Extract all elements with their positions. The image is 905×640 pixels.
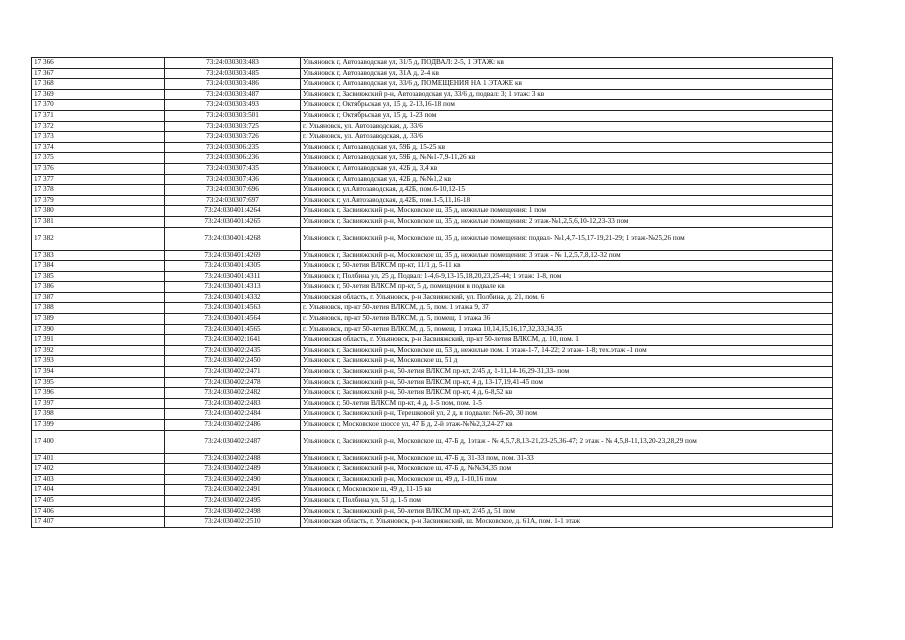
address: г. Ульяновск, ул. Автозаводская, д. 33/6: [301, 121, 833, 132]
address: Ульяновск г, Засвияжский р-н, Московское ш, 47-Б д, 1этаж - № 4,5,7,8,13-21,23-25,36-47; 2 этаж - № 4,5,8-11,13,20-23,28,29 пом: [301, 430, 833, 453]
cadastral-number: 73:24:030402:2471: [165, 367, 301, 378]
address: Ульяновск г, Засвияжский р-н, Московское ш, 35 д, нежилые помещения: подвал- №1,4,7-15,17-19,21-29; 1 этаж-№25,26 пом: [301, 227, 833, 250]
address: Ульяновск г, Засвияжский р-н, Московское ш, 51 д: [301, 356, 833, 367]
row-number: 17 406: [32, 506, 165, 517]
cadastral-number: 73:24:030402:2483: [165, 398, 301, 409]
row-number: 17 405: [32, 495, 165, 506]
address: Ульяновск г, Засвияжский р-н, 50-летия ВЛКСМ пр-кт, 4 д, 6-8,52 кв: [301, 388, 833, 399]
address: Ульяновск г, Засвияжский р-н, Московское ш, 35 д, нежилые помещения: 3 этаж - № 1,2,5,7,8,12-32 пом: [301, 250, 833, 261]
address: Ульяновская область, г. Ульяновск, р-н Засвияжский, ш. Московское, д. 61А, пом. 1-1 этаж: [301, 517, 833, 528]
row-number: 17 396: [32, 388, 165, 399]
table-row: [32, 292, 833, 303]
address: г. Ульяновск, пр-кт 50-летия ВЛКСМ, д. 5, помещ. 1 этажа 10,14,15,16,17,32,33,34,35: [301, 324, 833, 335]
cadastral-number: 73:24:030402:2498: [165, 506, 301, 517]
margin-scan-mark: [865, 263, 875, 315]
table-row: [32, 68, 833, 79]
cadastral-number: 73:24:030303:501: [165, 110, 301, 121]
row-number: 17 402: [32, 464, 165, 475]
address: Ульяновск г, Засвияжский р-н, Автозаводская ул, 33/6 д, подвал: 3; 1 этаж: 3 кв: [301, 89, 833, 100]
row-number: 17 404: [32, 485, 165, 496]
row-number: 17 385: [32, 271, 165, 282]
table-row: [32, 506, 833, 517]
address: Ульяновск г, Московское ш, 49 д, 11-15 кв: [301, 485, 833, 496]
table-row: [32, 271, 833, 282]
cadastral-number: 73:24:030307:697: [165, 195, 301, 206]
table-row: [32, 110, 833, 121]
row-number: 17 374: [32, 142, 165, 153]
cadastral-number: 73:24:030402:2435: [165, 345, 301, 356]
address: Ульяновск г, ул.Автозаводская, д.42Б, пом.6-10,12-15: [301, 185, 833, 196]
address: Ульяновск г, Засвияжский р-н, Московское ш, 47-Б д, №№34,35 пом: [301, 464, 833, 475]
address: Ульяновск г, Автозаводская ул, 59Б д, №№1-7,9-11,26 кв: [301, 153, 833, 164]
cadastral-number: 73:24:030401:4268: [165, 227, 301, 250]
table-row: [32, 367, 833, 378]
row-number: 17 377: [32, 174, 165, 185]
row-number: 17 369: [32, 89, 165, 100]
cadastral-number: 73:24:030402:2484: [165, 409, 301, 420]
row-number: 17 391: [32, 335, 165, 346]
table-row: [32, 89, 833, 100]
address: Ульяновск г, Засвияжский р-н, Московское ш, 53 д, нежилые пом. 1 этаж-1-7, 14-22; 2 этаж- 1-8; тех.этаж -1 пом: [301, 345, 833, 356]
address: Ульяновск г, Засвияжский р-н, Терешковой ул, 2 д, в подвале: №6-20, 30 пом: [301, 409, 833, 420]
cadastral-number: 73:24:030401:4311: [165, 271, 301, 282]
table-row: [32, 121, 833, 132]
row-number: 17 384: [32, 261, 165, 272]
cadastral-number: 73:24:030401:4564: [165, 314, 301, 325]
table-row: [32, 79, 833, 90]
row-number: 17 380: [32, 206, 165, 217]
cadastral-number: 73:24:030303:486: [165, 79, 301, 90]
row-number: 17 386: [32, 282, 165, 293]
table-row: [32, 216, 833, 227]
table-row: [32, 464, 833, 475]
row-number: 17 373: [32, 132, 165, 143]
cadastral-number: 73:24:030401:4565: [165, 324, 301, 335]
table-row: [32, 377, 833, 388]
cadastral-number: 73:24:030401:4332: [165, 292, 301, 303]
row-number: 17 368: [32, 79, 165, 90]
row-number: 17 407: [32, 517, 165, 528]
row-number: 17 390: [32, 324, 165, 335]
address: г. Ульяновск, пр-кт 50-летия ВЛКСМ, д. 5, пом. 1 этажа 9, 37: [301, 303, 833, 314]
address: Ульяновск г, Полбина ул, 51 д, 1-5 пом: [301, 495, 833, 506]
row-number: 17 378: [32, 185, 165, 196]
table-row: [32, 100, 833, 111]
table-row: [32, 303, 833, 314]
row-number: 17 370: [32, 100, 165, 111]
table-row: [32, 314, 833, 325]
address: Ульяновск г, Московское шоссе ул, 47 Б д, 2-й этаж-№№2,3,24-27 кв: [301, 420, 833, 431]
cadastral-number: 73:24:030402:2510: [165, 517, 301, 528]
address: Ульяновская область, г. Ульяновск, р-н Засвияжский, пр-кт 50-летия ВЛКСМ, д. 10, пом. 1: [301, 335, 833, 346]
address: Ульяновск г, Автозаводская ул, 42Б д, 3,4 кв: [301, 163, 833, 174]
cadastral-number: 73:24:030303:493: [165, 100, 301, 111]
cadastral-number: 73:24:030303:487: [165, 89, 301, 100]
address: Ульяновск г, Автозаводская ул, 31/5 д, ПОДВАЛ: 2-5, 1 ЭТАЖ: кв: [301, 58, 833, 69]
table-row: [32, 58, 833, 69]
address: Ульяновск г, Засвияжский р-н, 50-летия ВЛКСМ пр-кт, 2/45 д, 1-11,14-16,29-31,33- пом: [301, 367, 833, 378]
cadastral-number: 73:24:030402:2487: [165, 430, 301, 453]
address: Ульяновск г, Полбина ул, 25 д, Подвал: 1-4,6-9,13-15,18,20,23,25-44; 1 этаж: 1-8, пом: [301, 271, 833, 282]
row-number: 17 379: [32, 195, 165, 206]
table-row: [32, 282, 833, 293]
cadastral-number: 73:24:030402:2450: [165, 356, 301, 367]
row-number: 17 375: [32, 153, 165, 164]
cadastral-number: 73:24:030401:4265: [165, 216, 301, 227]
cadastral-number: 73:24:030307:435: [165, 163, 301, 174]
address: Ульяновская область, г. Ульяновск, р-н Засвияжский, ул. Полбина, д. 21, пом. 6: [301, 292, 833, 303]
row-number: 17 399: [32, 420, 165, 431]
row-number: 17 382: [32, 227, 165, 250]
registry-table: [31, 57, 833, 528]
address: Ульяновск г, Засвияжский р-н, Московское ш, 35 д, нежилые помещения: 1 пом: [301, 206, 833, 217]
margin-scan-mark: [865, 333, 875, 378]
cadastral-number: 73:24:030303:485: [165, 68, 301, 79]
registry-rows: [32, 58, 833, 528]
table-row: [32, 420, 833, 431]
address: Ульяновск г, 50-летия ВЛКСМ пр-кт, 5 д, помещения в подвале кв: [301, 282, 833, 293]
cadastral-number: 73:24:030402:2495: [165, 495, 301, 506]
address: Ульяновск г, Засвияжский р-н, 50-летия ВЛКСМ пр-кт, 2/45 д, 51 пом: [301, 506, 833, 517]
cadastral-number: 73:24:030402:2486: [165, 420, 301, 431]
table-row: [32, 250, 833, 261]
table-row: [32, 324, 833, 335]
cadastral-number: 73:24:030401:4305: [165, 261, 301, 272]
address: Ульяновск г, Засвияжский р-н, Московское ш, 47-Б д, 31-33 пом, пом. 31-33: [301, 453, 833, 464]
table-row: [32, 356, 833, 367]
cadastral-number: 73:24:030402:2490: [165, 474, 301, 485]
table-row: [32, 345, 833, 356]
table-row: [32, 517, 833, 528]
cadastral-number: 73:24:030303:726: [165, 132, 301, 143]
address: Ульяновск г, Засвияжский р-н, Московское ш, 35 д, нежилые помещения: 2 этаж-№1,2,5,6,10-12,23-33 пом: [301, 216, 833, 227]
address: Ульяновск г, Октябрьская ул, 15 д, 2-13,16-18 пом: [301, 100, 833, 111]
cadastral-number: 73:24:030401:4269: [165, 250, 301, 261]
registry-sheet: [31, 57, 833, 528]
row-number: 17 393: [32, 356, 165, 367]
address: Ульяновск г, ул.Автозаводская, д.42Б, пом.1-5,11,16-18: [301, 195, 833, 206]
row-number: 17 403: [32, 474, 165, 485]
row-number: 17 394: [32, 367, 165, 378]
cadastral-number: 73:24:030307:696: [165, 185, 301, 196]
row-number: 17 376: [32, 163, 165, 174]
table-row: [32, 227, 833, 250]
row-number: 17 395: [32, 377, 165, 388]
cadastral-number: 73:24:030402:1641: [165, 335, 301, 346]
table-row: [32, 398, 833, 409]
table-row: [32, 195, 833, 206]
row-number: 17 366: [32, 58, 165, 69]
cadastral-number: 73:24:030401:4313: [165, 282, 301, 293]
table-row: [32, 485, 833, 496]
cadastral-number: 73:24:030303:725: [165, 121, 301, 132]
table-row: [32, 142, 833, 153]
row-number: 17 388: [32, 303, 165, 314]
row-number: 17 397: [32, 398, 165, 409]
address: Ульяновск г, Автозаводская ул, 33/6 д, ПОМЕЩЕНИЯ НА 1 ЭТАЖЕ кв: [301, 79, 833, 90]
cadastral-number: 73:24:030306:236: [165, 153, 301, 164]
table-row: [32, 453, 833, 464]
row-number: 17 367: [32, 68, 165, 79]
table-row: [32, 409, 833, 420]
table-row: [32, 174, 833, 185]
cadastral-number: 73:24:030401:4264: [165, 206, 301, 217]
cadastral-number: 73:24:030306:235: [165, 142, 301, 153]
row-number: 17 381: [32, 216, 165, 227]
table-row: [32, 163, 833, 174]
table-row: [32, 388, 833, 399]
row-number: 17 371: [32, 110, 165, 121]
cadastral-number: 73:24:030303:483: [165, 58, 301, 69]
row-number: 17 389: [32, 314, 165, 325]
cadastral-number: 73:24:030402:2489: [165, 464, 301, 475]
row-number: 17 400: [32, 430, 165, 453]
address: г. Ульяновск, пр-кт 50-летия ВЛКСМ, д. 5, помещ. 1 этажа 36: [301, 314, 833, 325]
table-row: [32, 185, 833, 196]
row-number: 17 401: [32, 453, 165, 464]
table-row: [32, 430, 833, 453]
table-row: [32, 206, 833, 217]
address: Ульяновск г, 50-летия ВЛКСМ пр-кт, 4 д, 1-5 пом, пом. 1-5: [301, 398, 833, 409]
address: Ульяновск г, Автозаводская ул, 42Б д, №№1,2 кв: [301, 174, 833, 185]
table-row: [32, 132, 833, 143]
row-number: 17 383: [32, 250, 165, 261]
address: Ульяновск г, Автозаводская ул, 59Б д, 15-25 кв: [301, 142, 833, 153]
address: Ульяновск г, 50-летия ВЛКСМ пр-кт, 11/1 д, 5-11 кв: [301, 261, 833, 272]
table-row: [32, 474, 833, 485]
row-number: 17 392: [32, 345, 165, 356]
cadastral-number: 73:24:030402:2478: [165, 377, 301, 388]
cadastral-number: 73:24:030402:2482: [165, 388, 301, 399]
address: Ульяновск г, Автозаводская ул, 31А д, 2-4 кв: [301, 68, 833, 79]
table-row: [32, 153, 833, 164]
cadastral-number: 73:24:030402:2491: [165, 485, 301, 496]
address: г. Ульяновск, ул. Автозаводская, д. 33/6: [301, 132, 833, 143]
row-number: 17 372: [32, 121, 165, 132]
cadastral-number: 73:24:030401:4563: [165, 303, 301, 314]
table-row: [32, 261, 833, 272]
row-number: 17 398: [32, 409, 165, 420]
address: Ульяновск г, Октябрьская ул, 15 д, 1-23 пом: [301, 110, 833, 121]
cadastral-number: 73:24:030402:2488: [165, 453, 301, 464]
address: Ульяновск г, Засвияжский р-н, Московское ш, 49 д, 1-10,16 пом: [301, 474, 833, 485]
address: Ульяновск г, Засвияжский р-н, 50-летия ВЛКСМ пр-кт, 4 д, 13-17,19,41-45 пом: [301, 377, 833, 388]
cadastral-number: 73:24:030307:436: [165, 174, 301, 185]
table-row: [32, 495, 833, 506]
table-row: [32, 335, 833, 346]
row-number: 17 387: [32, 292, 165, 303]
